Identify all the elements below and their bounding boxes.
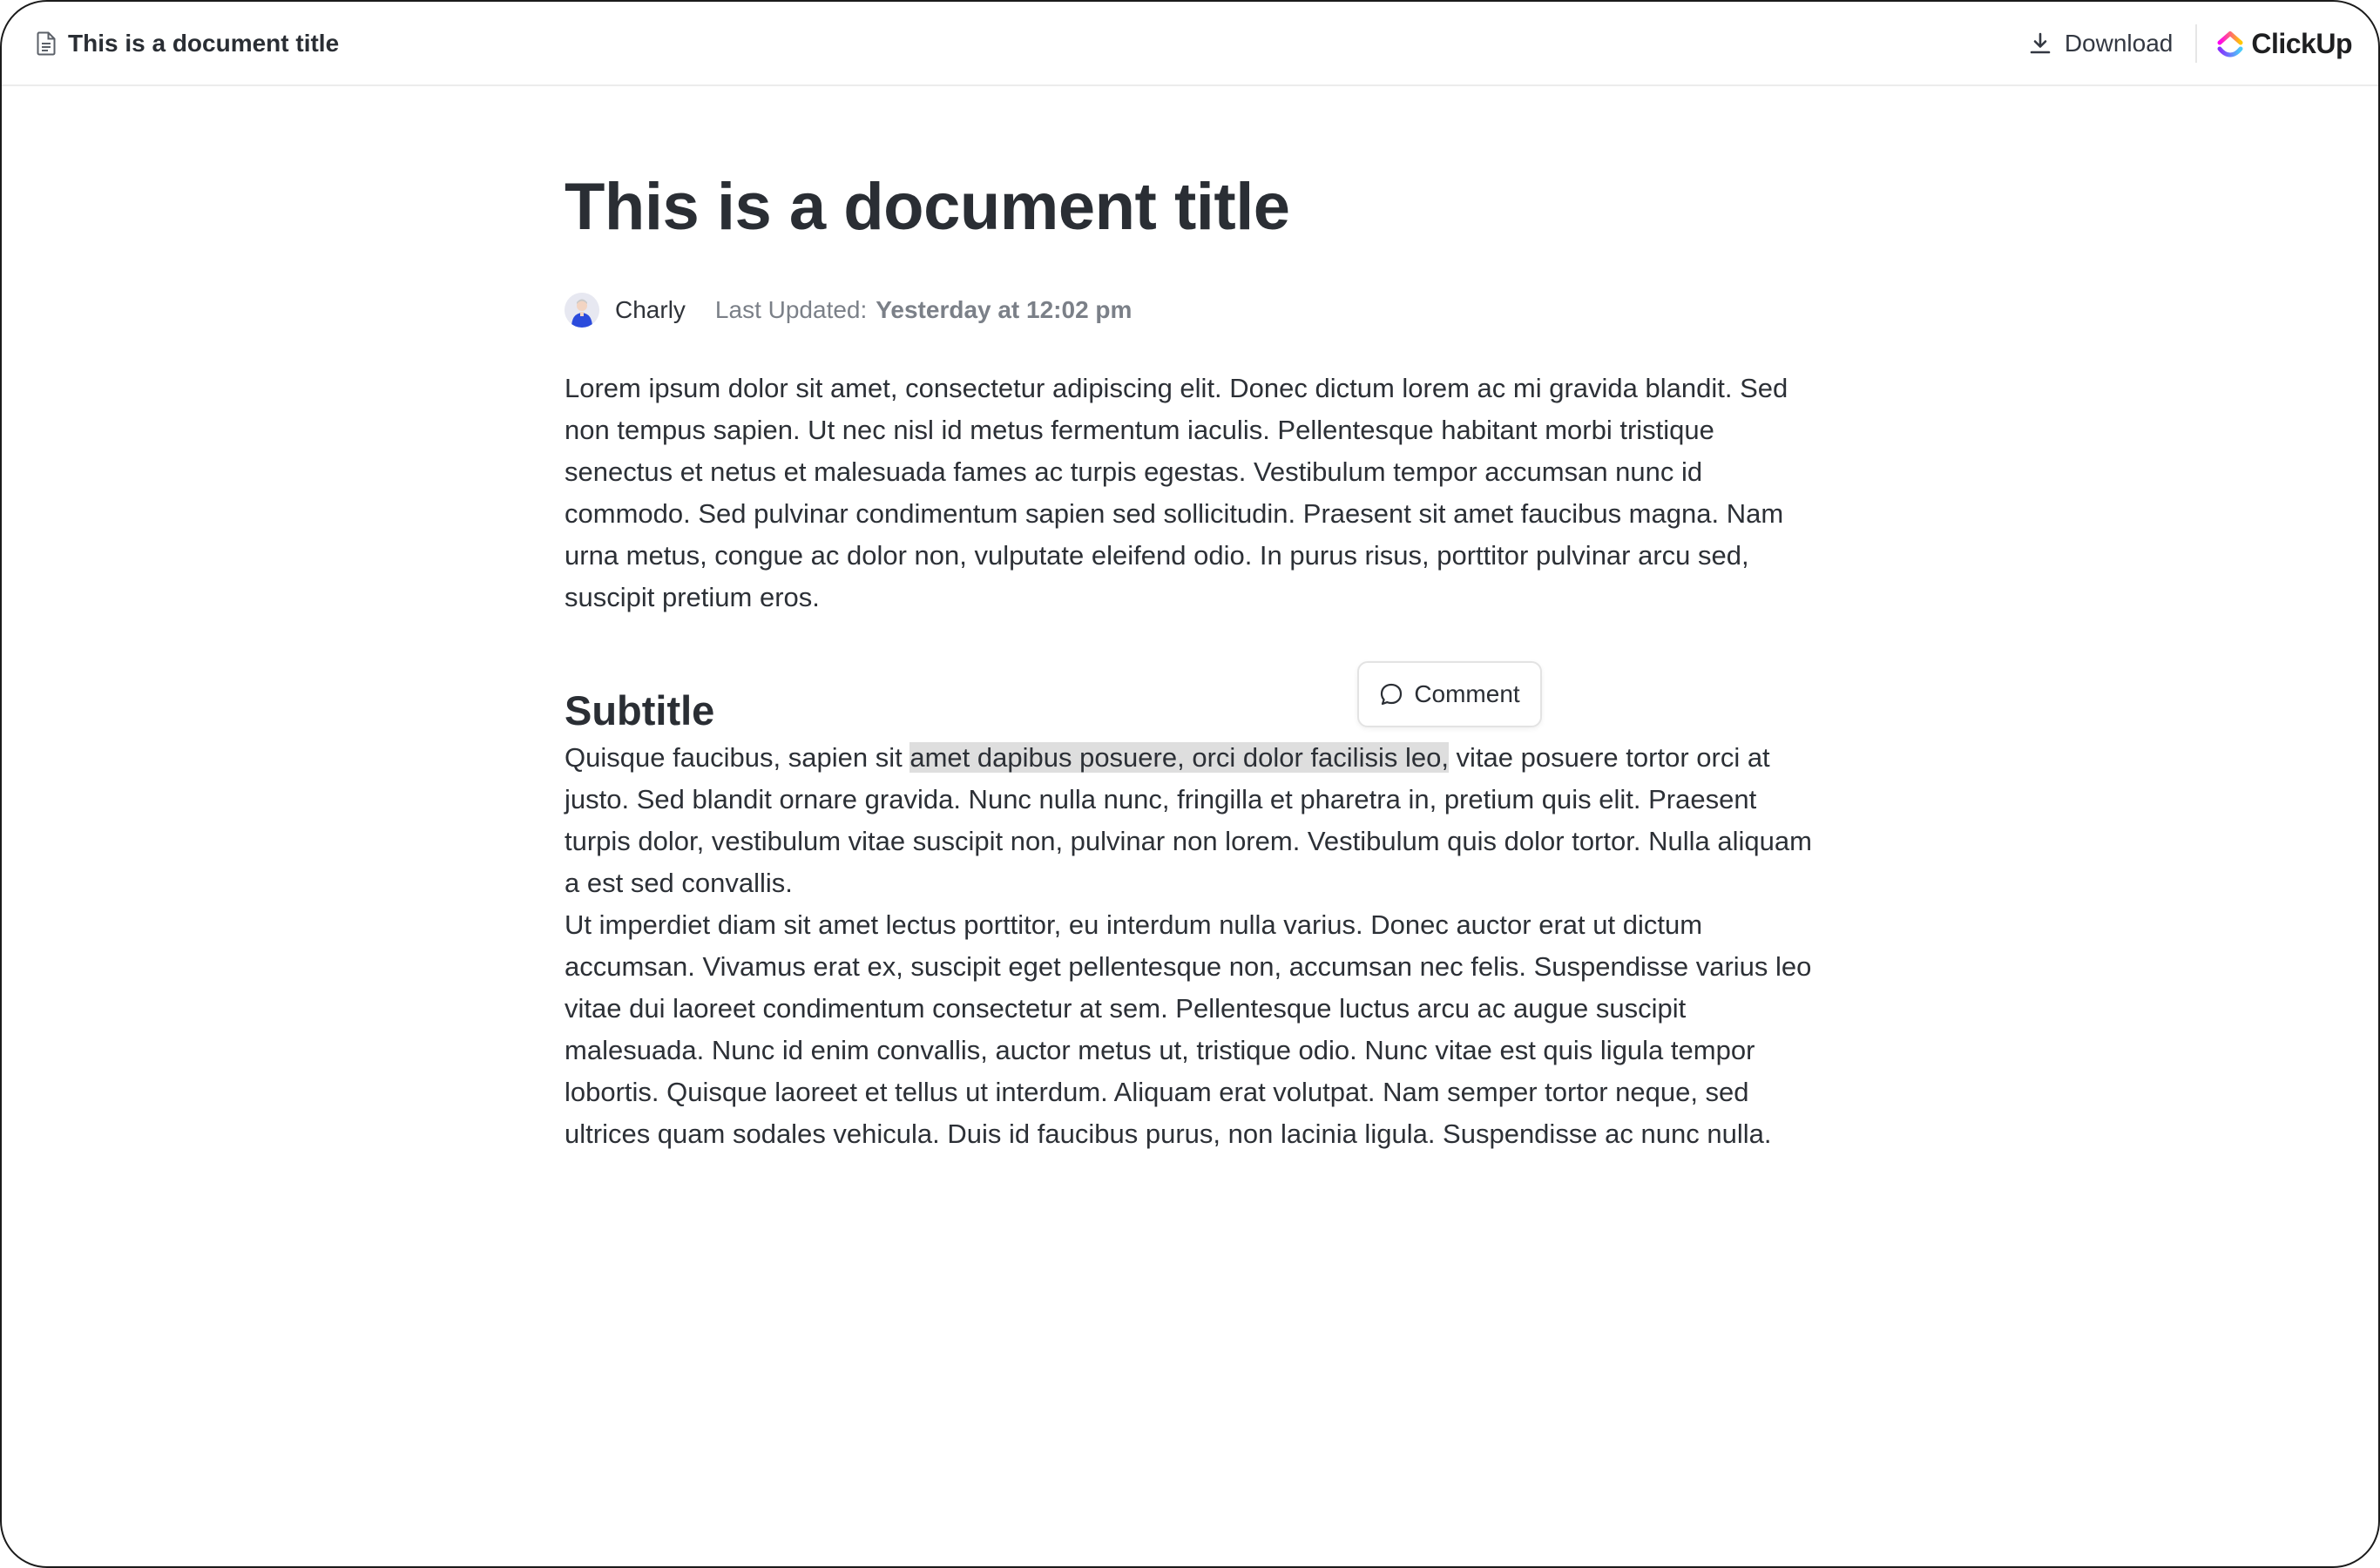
document-subtitle[interactable]: Subtitle [565, 687, 715, 733]
user-avatar[interactable] [565, 293, 599, 328]
clickup-logo-icon [2216, 29, 2244, 58]
doc-name-label [37, 26, 339, 61]
header-tools [2028, 21, 2352, 66]
paragraph-1[interactable]: Lorem ipsum dolor sit amet, consectetur adipiscing elit. Donec dictum lorem ac mi gravida blandit. Sed non tempus sapien. Ut nec nisl id metus fermentum iaculis. Pellentesque habitant morbi tristique senectus et netus et malesuada fames ac turpis egestas. Vestibulum tempor accumsan nunc id commodo. Sed pulvinar condimentum sapien sed sollicitudin. Praesent sit amet faucibus magna. Nam urna metus, congue ac dolor non, vulputate eleifend odio. In purus risus, porttitor pulvinar arcu sed, suscipit pretium eros. [565, 373, 1788, 612]
paragraph-3[interactable]: Ut imperdiet diam sit amet lectus porttitor, eu interdum nulla varius. Donec auctor erat ut dictum accumsan. Vivamus erat ex, suscipit eget pellentesque non, accumsan nec felis. Suspendisse varius leo vitae dui laoreet condimentum consectetur at sem. Pellentesque luctus arcu ac augue suscipit malesuada. Nunc id enim convallis, auctor metus ut, tristique odio. Nunc vitae est quis ligula tempor lobortis. Quisque laoreet et tellus ut interdum. Aliquam erat volutpat. Nam semper tortor neque, sed ultrices quam sodales vehicula. Duis id faucibus purus, non lacinia ligula. Suspendisse ac nunc nulla. [565, 909, 1812, 1149]
document-title[interactable]: This is a document title [565, 170, 1290, 244]
comment-bubble-icon [1379, 682, 1403, 706]
author-name[interactable]: Charly [615, 296, 686, 323]
document-content [565, 159, 1819, 1155]
brand-link[interactable] [2216, 28, 2352, 60]
top-bar [2, 2, 2378, 86]
download-label: Download [2064, 30, 2174, 57]
brand-name: ClickUp [2251, 27, 2352, 59]
selected-text-highlight[interactable]: amet dapibus posuere, orci dolor facilisis leo, [909, 742, 1449, 773]
download-button[interactable] [2028, 21, 2193, 66]
paragraph-2[interactable] [565, 737, 1819, 904]
last-updated-value: Yesterday at 12:02 pm [876, 296, 1133, 323]
document-meta [565, 289, 1819, 331]
paragraph-2-start: Quisque faucibus, sapien sit [565, 742, 910, 773]
doc-name-text: This is a document title [68, 30, 340, 57]
comment-button[interactable] [1357, 661, 1542, 727]
last-updated-label: Last Updated: [714, 296, 868, 323]
document-icon [37, 31, 56, 56]
header-divider [2195, 24, 2197, 63]
download-icon [2028, 31, 2052, 56]
paragraph-2-end: vitae posuere tortor orci at justo. Sed blandit ornare gravida. Nunc nulla nunc, fringilla et pharetra in, pretium quis elit. Praesent turpis dolor, vestibulum vitae suscipit non, pulvinar non lorem. Vestibulum quis dolor tortor. Nulla aliquam a est sed convallis. [565, 742, 1812, 898]
comment-label: Comment [1414, 680, 1520, 707]
